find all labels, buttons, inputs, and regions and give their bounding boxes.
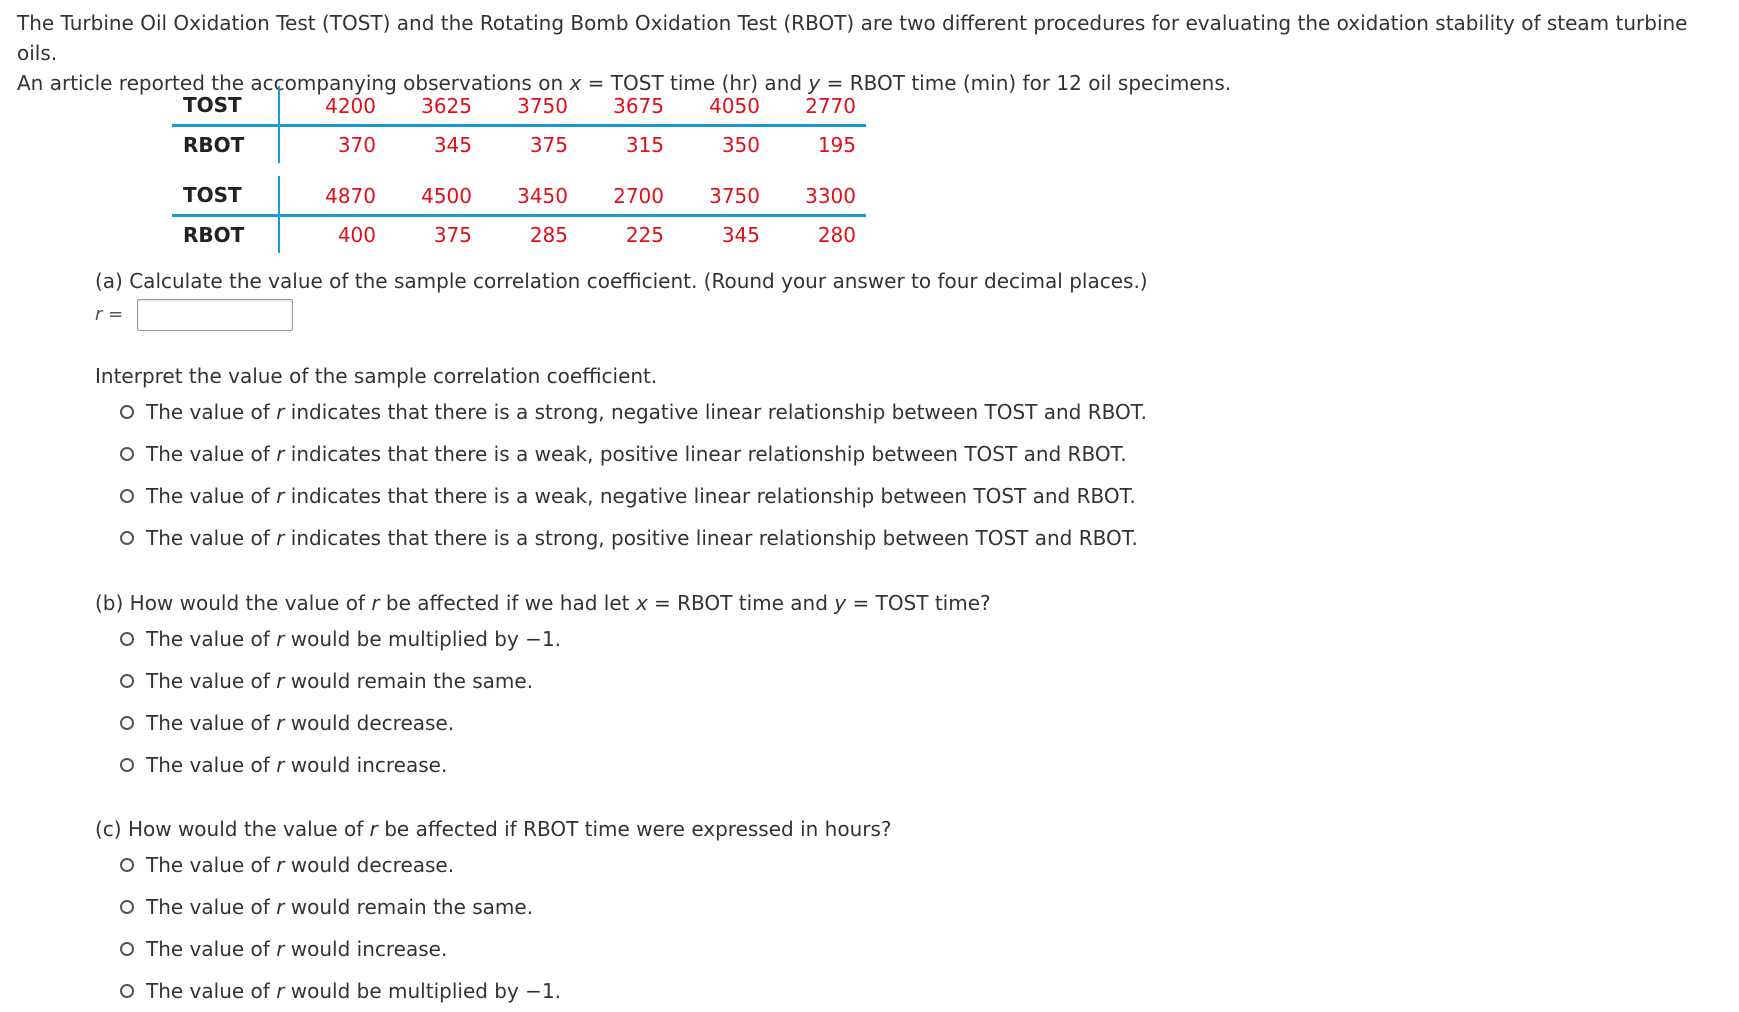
rbot-value: 345 [433,133,472,157]
part-b [95,588,991,786]
option-label [146,850,454,880]
option-prefix: The value of [146,711,277,735]
part-c-option[interactable] [120,886,892,928]
part-c [95,814,892,1012]
interpret-section [95,361,1147,559]
option-label [146,397,1147,427]
radio-button[interactable] [120,489,134,503]
option-prefix: The value of [146,400,277,424]
intro-line-2-mid: = TOST time (hr) and [581,71,809,95]
r-variable: r [276,895,285,919]
radio-button[interactable] [120,674,134,688]
r-variable: r [276,669,285,693]
rbot-value: 345 [721,223,760,247]
option-prefix: The value of [146,484,277,508]
option-prefix: The value of [146,627,277,651]
r-variable: r [276,711,285,735]
part-b-options [120,618,991,786]
r-variable: r [276,853,285,877]
tost-header: TOST [172,176,279,216]
option-suffix: indicates that there is a weak, positive linear relationship between TOST and RBOT. [284,442,1127,466]
tost-value: 4870 [279,176,376,216]
option-prefix: The value of [146,669,277,693]
interpret-options [120,391,1147,559]
part-a-question: (a) Calculate the value of the sample correlation coefficient. (Round your answer to four decimal places.) [95,269,1148,293]
tost-value: 3750 [472,86,568,126]
r-variable: r [369,817,378,841]
intro-line-1: The Turbine Oil Oxidation Test (TOST) and the Rotating Bomb Oxidation Test (RBOT) are two different procedures for evaluating the oxidation stability of steam turbine oils. [17,11,1688,65]
r-answer-input[interactable] [137,299,293,331]
radio-button[interactable] [120,758,134,772]
part-b-question [95,588,991,618]
tost-value: 3750 [664,176,760,216]
rbot-row [172,126,866,164]
rbot-row [172,216,866,254]
option-label [146,934,447,964]
option-label [146,439,1127,469]
interpret-question: Interpret the value of the sample correlation coefficient. [95,364,658,388]
option-prefix: The value of [146,442,277,466]
r-variable: r [276,484,285,508]
part-c-option[interactable] [120,970,892,1012]
tost-header: TOST [172,86,279,126]
radio-button[interactable] [120,531,134,545]
question-suffix: = TOST time? [846,591,991,615]
question-mid: be affected if we had let [379,591,636,615]
option-suffix: would be multiplied by −1. [284,979,562,1003]
tost-value: 4500 [376,176,472,216]
option-label [146,892,533,922]
tost-value: 2770 [760,86,866,126]
rbot-value: 375 [529,133,568,157]
tost-row [172,86,866,126]
radio-button[interactable] [120,716,134,730]
radio-button[interactable] [120,858,134,872]
interpret-option[interactable] [120,475,1147,517]
part-b-option[interactable] [120,744,991,786]
option-suffix: would increase. [284,753,448,777]
option-suffix: would remain the same. [284,895,534,919]
option-suffix: would decrease. [284,711,455,735]
rbot-value: 375 [433,223,472,247]
option-suffix: would increase. [284,937,448,961]
option-suffix: would decrease. [284,853,455,877]
interpret-option[interactable] [120,517,1147,559]
option-prefix: The value of [146,526,277,550]
rbot-value: 225 [625,223,664,247]
tost-value: 3625 [376,86,472,126]
rbot-header: RBOT [172,216,279,254]
option-label [146,750,447,780]
option-label [146,624,561,654]
r-label: r = [95,304,124,325]
part-a [95,266,1148,331]
y-variable: y [834,591,847,615]
radio-button[interactable] [120,984,134,998]
tost-value: 4200 [279,86,376,126]
radio-button[interactable] [120,632,134,646]
rbot-value: 315 [625,133,664,157]
part-b-option[interactable] [120,660,991,702]
r-variable: r [276,442,285,466]
option-suffix: would be multiplied by −1. [284,627,562,651]
question-mid: = RBOT time and [647,591,835,615]
option-prefix: The value of [146,753,277,777]
r-variable: r [276,979,285,1003]
y-variable: y [808,71,821,95]
rbot-value: 280 [817,223,856,247]
interpret-option[interactable] [120,391,1147,433]
radio-button[interactable] [120,405,134,419]
part-b-option[interactable] [120,702,991,744]
problem-intro [17,8,1732,98]
data-table-1 [172,86,866,163]
intro-line-2-prefix: An article reported the accompanying observations on [17,71,570,95]
rbot-value: 195 [817,133,856,157]
option-prefix: The value of [146,937,277,961]
tost-value: 3300 [760,176,866,216]
option-prefix: The value of [146,895,277,919]
option-suffix: would remain the same. [284,669,534,693]
question-prefix: (b) How would the value of [95,591,372,615]
rbot-value: 400 [337,223,376,247]
option-label [146,976,561,1006]
tost-value: 3675 [568,86,664,126]
part-c-options [120,844,892,1012]
radio-button[interactable] [120,900,134,914]
part-c-option[interactable] [120,844,892,886]
option-label [146,523,1138,553]
r-variable: r [276,400,285,424]
option-label [146,481,1136,511]
part-c-question [95,814,892,844]
part-c-option[interactable] [120,928,892,970]
radio-button[interactable] [120,447,134,461]
data-table-2 [172,176,866,253]
tost-value: 4050 [664,86,760,126]
r-variable: r [371,591,380,615]
option-label [146,666,533,696]
option-prefix: The value of [146,853,277,877]
intro-line-2-suffix: = RBOT time (min) for 12 oil specimens. [820,71,1232,95]
r-variable: r [276,627,285,651]
r-variable: r [276,753,285,777]
rbot-value: 350 [721,133,760,157]
x-variable: x [635,591,648,615]
x-variable: x [569,71,582,95]
r-answer-row [95,299,1148,331]
option-suffix: indicates that there is a strong, positive linear relationship between TOST and RBOT. [284,526,1138,550]
tost-value: 3450 [472,176,568,216]
rbot-header: RBOT [172,126,279,164]
question-suffix: be affected if RBOT time were expressed in hours? [377,817,892,841]
part-b-option[interactable] [120,618,991,660]
rbot-value: 370 [337,133,376,157]
r-variable: r [276,526,285,550]
option-suffix: indicates that there is a weak, negative linear relationship between TOST and RBOT. [284,484,1136,508]
tost-value: 2700 [568,176,664,216]
interpret-option[interactable] [120,433,1147,475]
tost-row [172,176,866,216]
r-variable: r [276,937,285,961]
option-suffix: indicates that there is a strong, negative linear relationship between TOST and RBOT. [284,400,1147,424]
question-prefix: (c) How would the value of [95,817,370,841]
rbot-value: 285 [529,223,568,247]
option-prefix: The value of [146,979,277,1003]
radio-button[interactable] [120,942,134,956]
option-label [146,708,454,738]
